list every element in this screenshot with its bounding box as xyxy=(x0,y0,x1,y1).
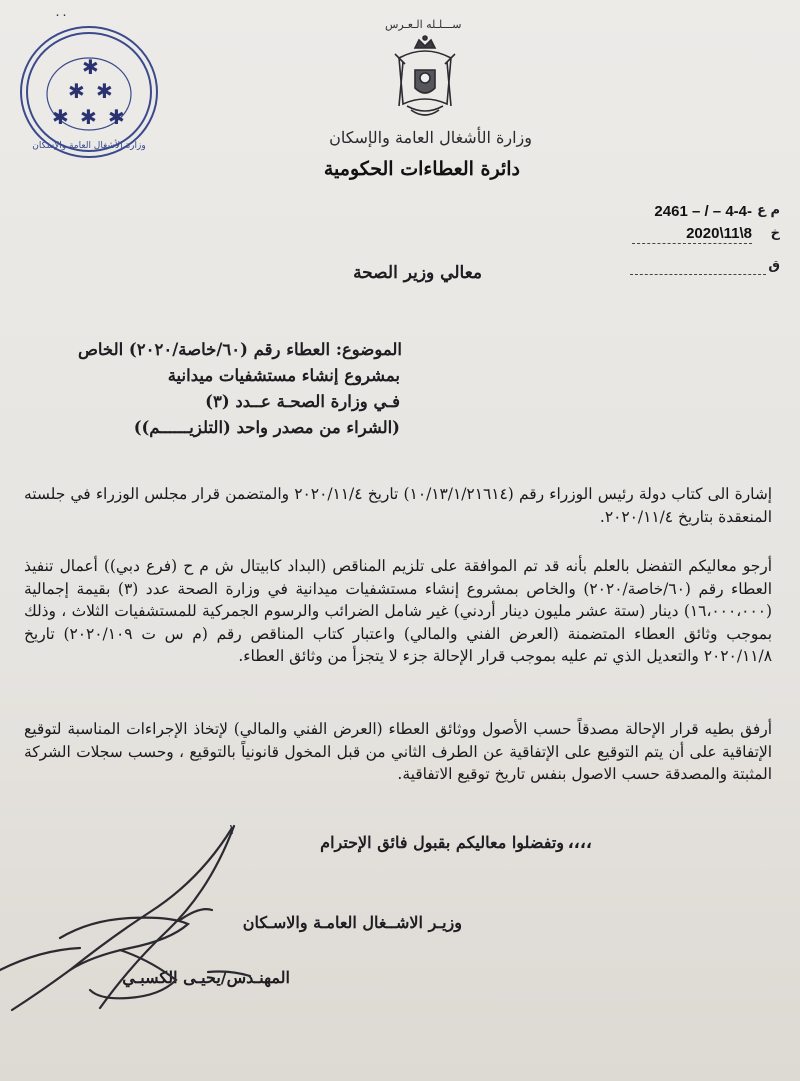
svg-text:✱: ✱ xyxy=(96,79,113,103)
stamp-corner-mark: ٠٠ xyxy=(54,8,68,23)
attachment-label: ق xyxy=(768,258,780,273)
signatory-title: وزيـر الاشــغال العامـة والاسـكان xyxy=(242,913,462,932)
ref-number-label: م ع xyxy=(757,203,780,218)
body-paragraph-2: أرجو معاليكم التفضل بالعلم بأنه قد تم الموافقة على تلزيم المناقص (البداد كابيتال ش م ح (فرع دبي)) أعمال تنفيذ العطاء رقم (٦٠/خاصة/٢٠٢٠) والخاص بمشروع إنشاء مستشفيات ميدانية في وزارة الصحة عدد (٣) بقيمة إجمالية (١٦،٠٠٠،٠٠٠) دينار (ستة عشر مليون دينار أردني) غير شامل الضرائب والرسوم الجمركية للمستشفيات الثلاث ، وذلك بموجب وثائق العطاء المتضمنة (العرض الفني والمالي) واعتبار كتاب المناقص رقم (م س ت ٢٠٢٠/١٠٩) تاريخ ٢٠٢٠/١١/٨ والتعديل الذي تم عليه بموجب قرار الإحالة جزء لا يتجزأ من وثائق العطاء. xyxy=(24,557,772,665)
subject-line-2: بمشروع إنشاء مستشفيات ميدانية xyxy=(167,366,400,385)
subject-line-4: (الشراء من مصدر واحد (التلزيــــــم)) xyxy=(133,418,400,437)
svg-text:✱: ✱ xyxy=(108,105,125,129)
ministry-name: وزارة الأشغال العامة والإسكان xyxy=(329,128,532,147)
body-paragraph-3: أرفق بطيه قرار الإحالة مصدقاً حسب الأصول ووثائق العطاء (العرض الفني والمالي) لإتخاذ الإجراءات المناسبة لتوقيع الإتفاقية على أن يتم التوقيع على الإتفاقية عن الطرف الثاني من قبل المخول قانونياً بالتوقيع ، وحسب سجلات الشركة المثبتة والمصدقة حسب الاصول بنفس تاريخ توقيع الاتفاقية. xyxy=(24,720,772,783)
subject-line-1: الموضوع: العطاء رقم (٦٠/خاصة/٢٠٢٠) الخاص xyxy=(77,340,402,359)
closing-line: وتفضلوا معاليكم بقبول فائق الإحترام xyxy=(320,833,564,852)
svg-text:✱: ✱ xyxy=(80,105,97,129)
crest-inscription: ســـلـله الـعـرس xyxy=(385,18,462,31)
subject-line-3: فـي وزارة الصحـة عــدد (٣) xyxy=(205,392,400,411)
handwritten-signature xyxy=(0,820,330,1020)
ref-number-value: 2461 – / – 4-4- xyxy=(654,203,752,220)
svg-text:١: ١ xyxy=(228,822,236,838)
stamp-text: وزارة الأشغال العامة والإسكان xyxy=(32,141,146,151)
svg-text:✱: ✱ xyxy=(52,105,69,129)
date-underline xyxy=(632,243,752,244)
royal-crest-icon xyxy=(385,34,465,124)
department-name: دائرة العطاءات الحكومية xyxy=(323,158,520,180)
addressee: معالي وزير الصحة xyxy=(353,263,482,283)
ref-date-value: 2020\11\8 xyxy=(686,225,752,242)
official-stamp-seal xyxy=(16,22,162,162)
body-paragraph-1: إشارة الى كتاب دولة رئيس الوزراء رقم (١٠/١٣/١/٢١٦١٤) تاريخ ٢٠٢٠/١١/٤ والمتضمن قرار مجلس الوزراء في جلسته المنعقدة بتاريخ ٢٠٢٠/١١/٤. xyxy=(24,485,773,526)
attachment-line xyxy=(630,274,766,275)
ref-date-label: خ xyxy=(770,226,780,241)
signatory-name: المهنـدس/يحيـى الكسبـي xyxy=(122,968,290,987)
closing-commas: ،،،، xyxy=(567,833,592,852)
svg-text:✱: ✱ xyxy=(68,79,85,103)
svg-text:✱: ✱ xyxy=(82,55,99,79)
